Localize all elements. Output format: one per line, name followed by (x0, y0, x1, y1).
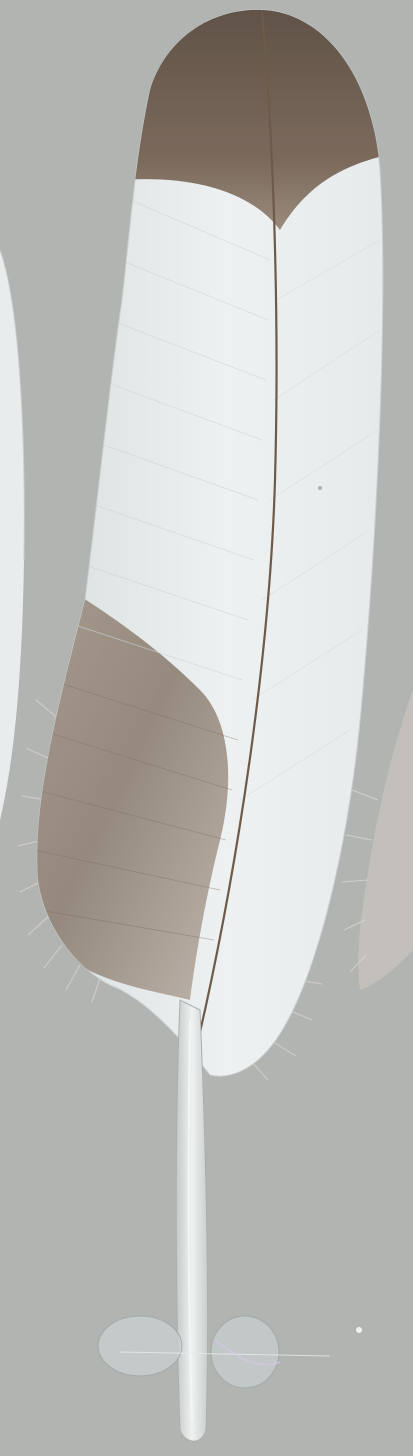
feather-icon (14, 0, 413, 1100)
mounting-tape (98, 1316, 362, 1388)
left-feather-edge (0, 250, 24, 820)
